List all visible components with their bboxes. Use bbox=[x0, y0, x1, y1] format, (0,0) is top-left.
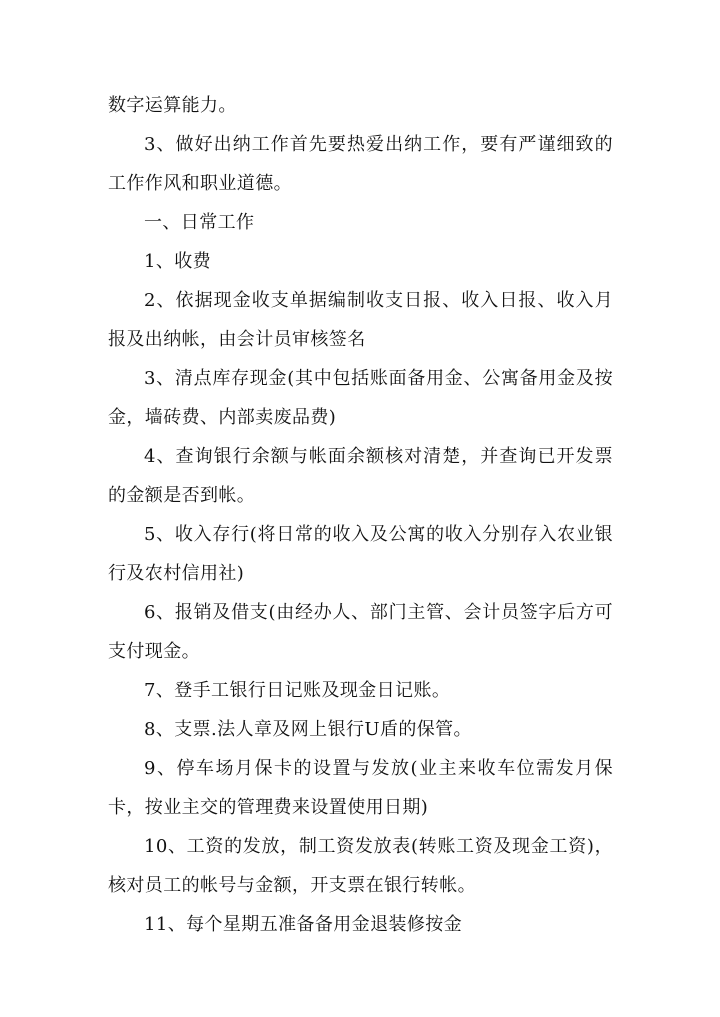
list-item-1: 1、收费 bbox=[144, 251, 212, 272]
document-body bbox=[108, 86, 613, 944]
list-item-10: 10、工资的发放，制工资发放表(转账工资及现金工资)，核对员工的帐号与金额，开支票在银行转帐。 bbox=[108, 836, 613, 896]
list-item-2: 2、依据现金收支单据编制收支日报、收入日报、收入月报及出纳帐，由会计员审核签名 bbox=[108, 290, 613, 350]
list-item-7: 7、登手工银行日记账及现金日记账。 bbox=[144, 680, 451, 701]
list-item-5: 5、收入存行(将日常的收入及公寓的收入分别存入农业银行及农村信用社) bbox=[108, 524, 613, 584]
paragraph-item-3-attitude: 3、做好出纳工作首先要热爱出纳工作，要有严谨细致的工作作风和职业道德。 bbox=[108, 134, 613, 194]
list-item-6: 6、报销及借支(由经办人、部门主管、会计员签字后方可支付现金。 bbox=[108, 602, 613, 662]
list-item-9: 9、停车场月保卡的设置与发放(业主来收车位需发月保卡，按业主交的管理费来设置使用日期) bbox=[108, 758, 613, 818]
paragraph-continuation: 数字运算能力。 bbox=[108, 95, 237, 116]
list-item-8: 8、支票.法人章及网上银行U盾的保管。 bbox=[144, 719, 472, 740]
list-item-4: 4、查询银行余额与帐面余额核对清楚，并查询已开发票的金额是否到帐。 bbox=[108, 446, 613, 506]
list-item-11: 11、每个星期五准备备用金退装修按金 bbox=[144, 914, 463, 935]
section-heading-daily-work: 一、日常工作 bbox=[144, 212, 255, 233]
list-item-3: 3、清点库存现金(其中包括账面备用金、公寓备用金及按金，墙砖费、内部卖废品费) bbox=[108, 368, 613, 428]
